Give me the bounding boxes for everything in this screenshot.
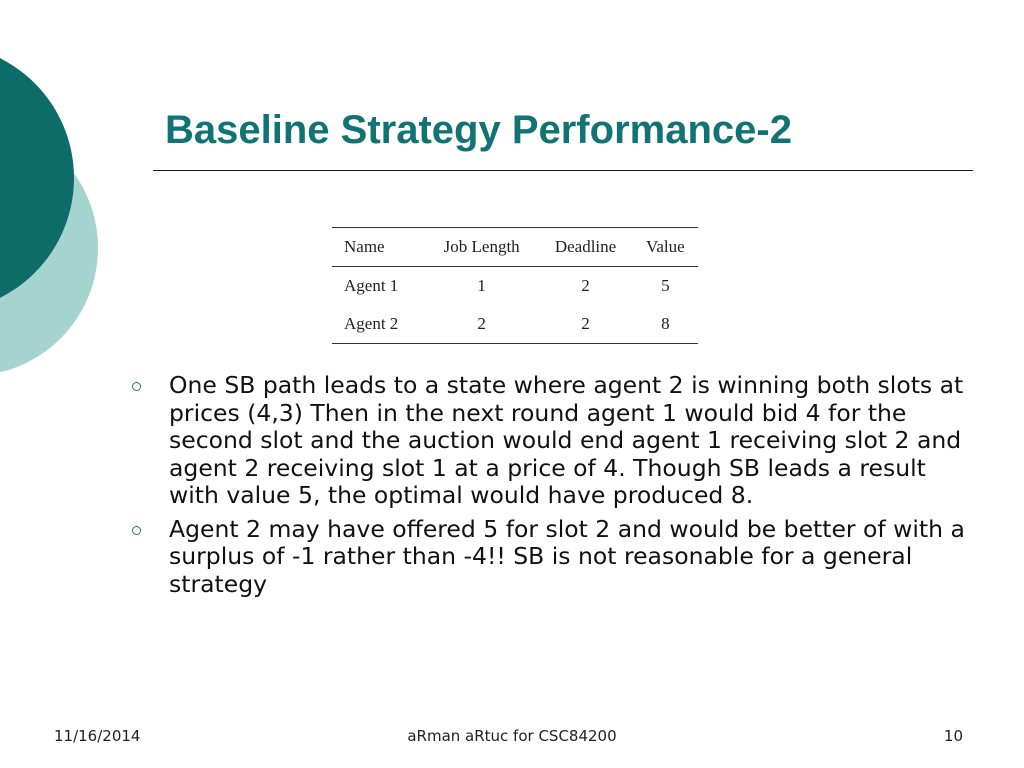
cell-name: Agent 1 (344, 276, 399, 295)
cell-deadline: 2 (581, 314, 590, 333)
cell-deadline: 2 (581, 276, 590, 295)
table-row (332, 305, 698, 344)
header-name: Name (344, 237, 385, 256)
table-row (332, 267, 698, 306)
circle-bullet-icon (132, 526, 141, 535)
decorative-circles (0, 0, 140, 420)
footer-author: aRman aRtuc for CSC84200 (407, 727, 617, 745)
bullet-item (128, 372, 978, 510)
bullet-text: Agent 2 may have offered 5 for slot 2 and would be better of with a surplus of -1 rather than -4!! SB is not reasonable for a general strategy (169, 514, 965, 598)
footer-page-number: 10 (943, 727, 963, 745)
agent-table (332, 227, 698, 344)
slide-title: Baseline Strategy Performance-2 (165, 108, 792, 152)
cell-job-length: 1 (477, 276, 486, 295)
header-job-length: Job Length (443, 237, 520, 256)
header-value: Value (645, 237, 685, 256)
cell-value: 8 (661, 314, 670, 333)
cell-value: 5 (661, 276, 670, 295)
circle-bullet-icon (132, 382, 141, 391)
bullet-list (128, 372, 978, 604)
table-header-row (332, 228, 698, 267)
footer-date: 11/16/2014 (54, 727, 141, 745)
header-deadline: Deadline (554, 237, 617, 256)
cell-job-length: 2 (477, 314, 486, 333)
bullet-item (128, 516, 978, 599)
bullet-text: One SB path leads to a state where agent 2 is winning both slots at prices (4,3) Then in the next round agent 1 would bid 4 for the second slot and the auction would end agent 1 receiving slot 2 and agent 2 receiving slot 1 at a price of 4. Though SB leads a result with value 5, the optimal would have produced 8. (169, 371, 964, 509)
title-divider (153, 170, 973, 171)
cell-name: Agent 2 (344, 314, 399, 333)
